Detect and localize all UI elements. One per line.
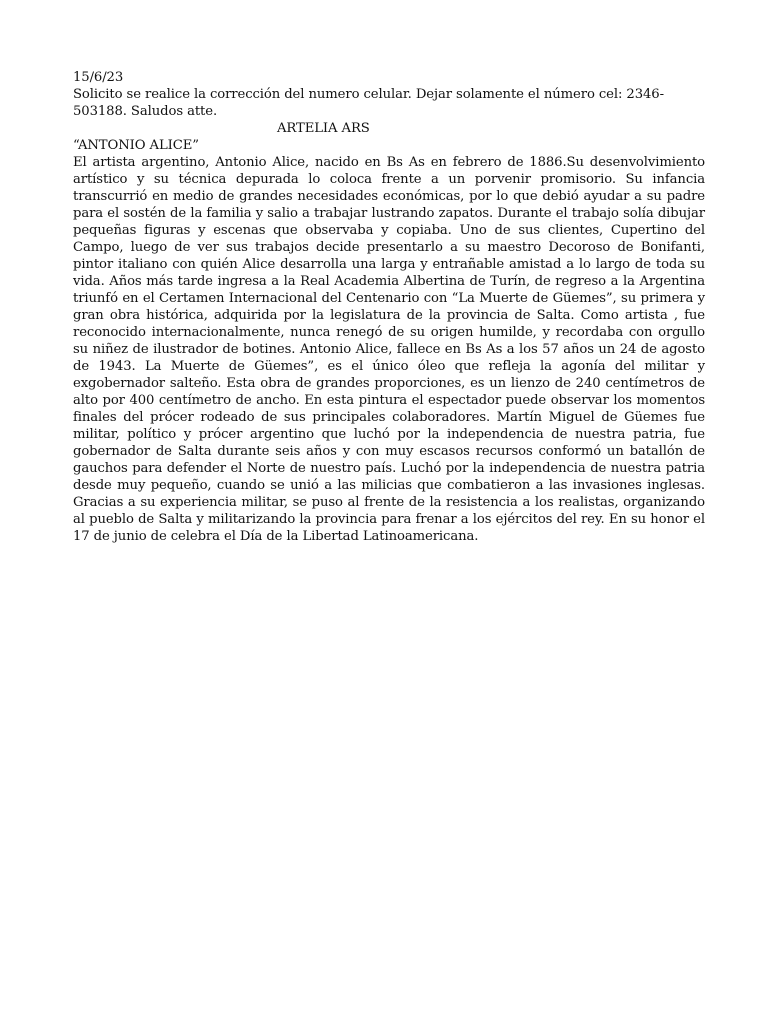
document-body: El artista argentino, Antonio Alice, nacido en Bs As en febrero de 1886.Su desenvolvimiento artístico y su técnica depurada lo coloca frente a un porvenir promisorio. Su infancia transcurrió en medio de grandes necesidades económicas, por lo que debió ayudar a su padre para el sostén de la familia y salio a trabajar lustrando zapatos. Durante el trabajo solía dibujar pequeñas figuras y escenas que observaba y copiaba. Uno de sus clientes, Cupertino del Campo, luego de ver sus trabajos decide presentarlo a su maestro Decoroso de Bonifanti, pintor italiano con quién Alice desarrolla una larga y entrañable amistad a lo largo de toda su vida. Años más tarde ingresa a la Real Academia Albertina de Turín, de regreso a la Argentina triunfó en el Certamen Internacional del Centenario con “La Muerte de Güemes”, su primera y gran obra histórica, adquirida por la legislatura de la provincia de Salta. Como artista , fue reconocido internacionalmente, nunca renegó de su origen humilde, y recordaba con orgullo su niñez de ilustrador de botines. Antonio Alice, fallece en Bs As a los 57 años un 24 de agosto de 1943. La Muerte de Güemes”, es el único óleo que refleja la agonía del militar y exgobernador salteño. Esta obra de grandes proporciones, es un lienzo de 240 centímetros de alto por 400 centímetro de ancho. En esta pintura el espectador puede observar los momentos finales del prócer rodeado de sus principales colaboradores. Martín Miguel de Güemes fue militar, político y prócer argentino que luchó por la independencia de nuestra patria, fue gobernador de Salta durante seis años y con muy escasos recursos conformó un batallón de gauchos para defender el Norte de nuestro país. Luchó por la independencia de nuestra patria desde muy pequeño, cuando se unió a las milicias que combatieron a las invasiones inglesas. Gracias a su experiencia militar, se puso al frente de la resistencia a los realistas, organizando al pueblo de Salta y militarizando la provincia para frenar a los ejércitos del rey. En su honor el 17 de junio de celebra el Día de la Libertad Latinoamericana. — [73, 155, 705, 544]
document-content — [73, 69, 705, 545]
document-heading: ARTELIA ARS — [277, 121, 370, 136]
document-subject: “ANTONIO ALICE” — [73, 138, 199, 153]
document-date: 15/6/23 — [73, 70, 124, 85]
correction-request: Solicito se realice la corrección del numero celular. Dejar solamente el número cel: 2346-503188. Saludos atte. — [73, 87, 664, 119]
